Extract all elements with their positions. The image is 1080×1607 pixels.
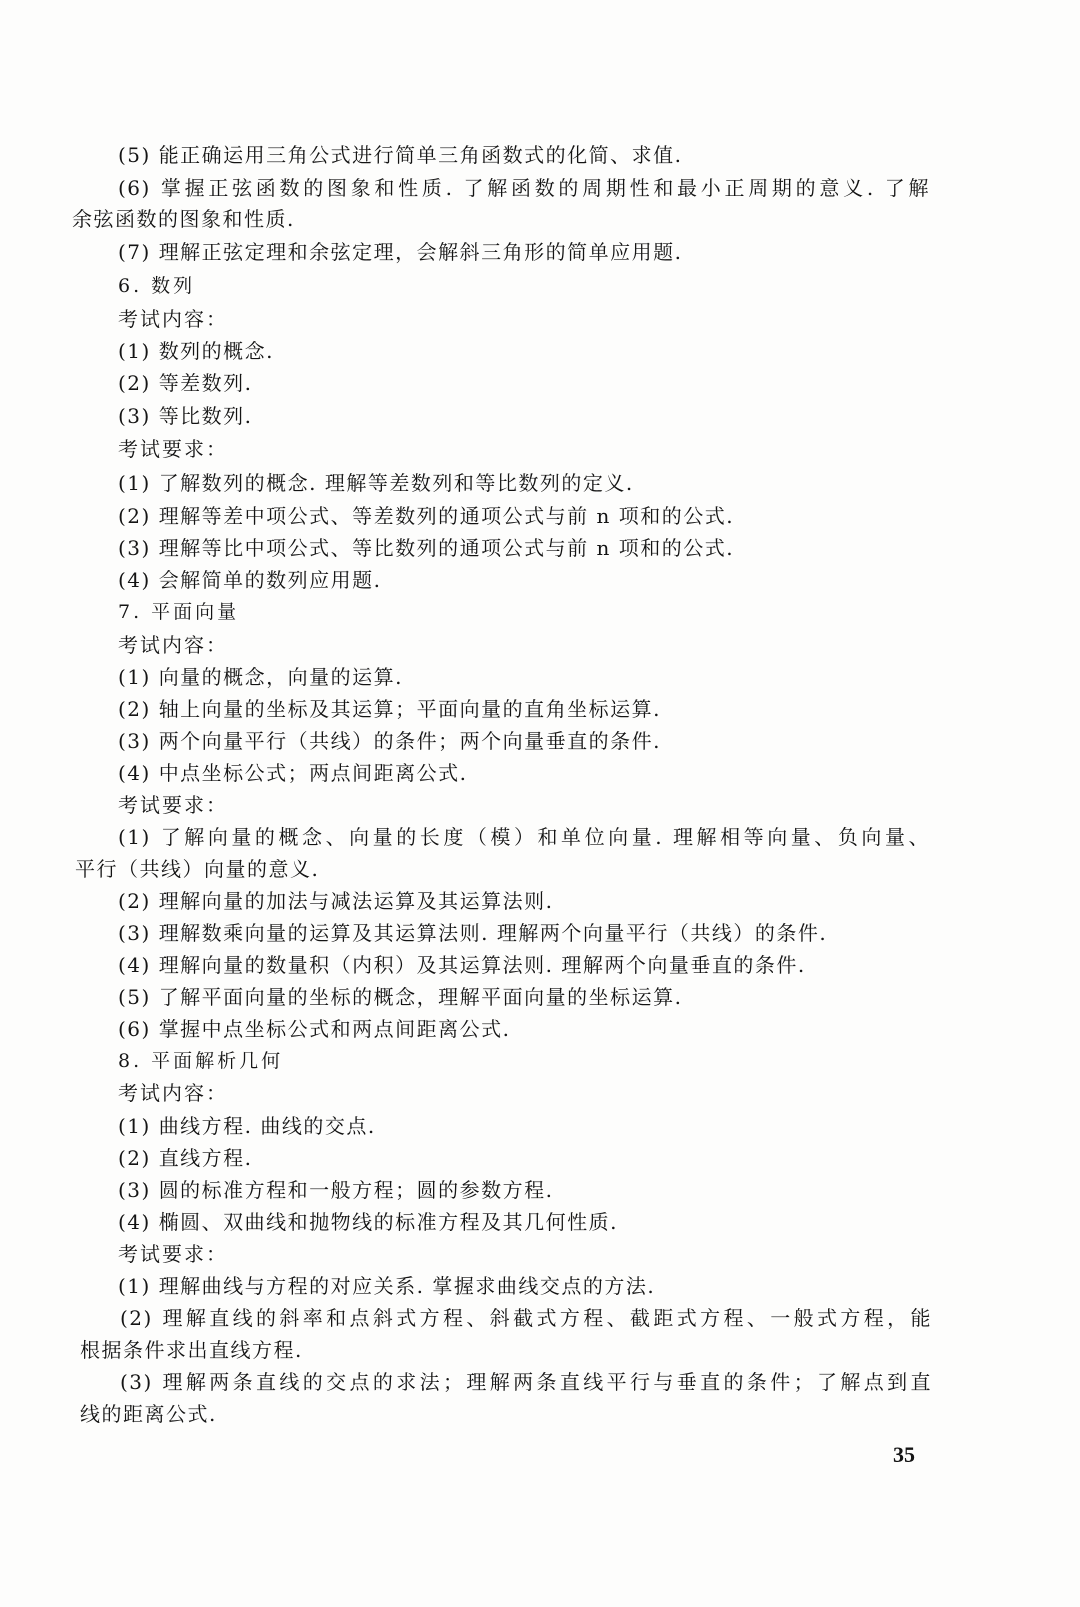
list-item: (6) 掌握中点坐标公式和两点间距离公式. bbox=[118, 1017, 511, 1041]
requirements-label: 考试要求： bbox=[118, 1242, 228, 1266]
list-item: (5) 能正确运用三角公式进行简单三角函数式的化简、求值. bbox=[118, 143, 683, 167]
list-item-continuation: 根据条件求出直线方程. bbox=[80, 1338, 303, 1362]
list-item: (2) 轴上向量的坐标及其运算；平面向量的直角坐标运算. bbox=[118, 697, 662, 721]
section-heading: 6. 数列 bbox=[118, 275, 196, 297]
page-number: 35 bbox=[893, 1442, 915, 1467]
requirements-label: 考试要求： bbox=[118, 793, 228, 817]
content-label: 考试内容： bbox=[118, 633, 228, 657]
list-item: (7) 理解正弦定理和余弦定理，会解斜三角形的简单应用题. bbox=[118, 240, 683, 264]
list-item: (1) 了解数列的概念. 理解等差数列和等比数列的定义. bbox=[118, 471, 634, 495]
list-item-continuation: 平行（共线）向量的意义. bbox=[75, 857, 320, 881]
list-item-continuation: 线的距离公式. bbox=[80, 1402, 217, 1426]
content-label: 考试内容： bbox=[118, 1081, 228, 1105]
list-item: (4) 椭圆、双曲线和抛物线的标准方程及其几何性质. bbox=[118, 1210, 619, 1234]
list-item: (1) 数列的概念. bbox=[118, 339, 275, 363]
list-item: (3) 等比数列. bbox=[118, 404, 253, 428]
list-item: (1) 向量的概念，向量的运算. bbox=[118, 665, 404, 689]
list-item: (5) 了解平面向量的坐标的概念，理解平面向量的坐标运算. bbox=[118, 985, 683, 1009]
list-item: (2) 理解向量的加法与减法运算及其运算法则. bbox=[118, 889, 554, 913]
list-item: (3) 两个向量平行（共线）的条件；两个向量垂直的条件. bbox=[118, 729, 662, 753]
list-item: (6) 掌握正弦函数的图象和性质. 了解函数的周期性和最小正周期的意义. 了解 bbox=[118, 176, 930, 200]
requirements-label: 考试要求： bbox=[118, 437, 228, 461]
list-item: (3) 理解等比中项公式、等比数列的通项公式与前 n 项和的公式. bbox=[118, 536, 735, 560]
list-item: (2) 直线方程. bbox=[118, 1146, 253, 1170]
list-item: (2) 等差数列. bbox=[118, 371, 253, 395]
list-item: (1) 了解向量的概念、向量的长度（模）和单位向量. 理解相等向量、负向量、 bbox=[118, 825, 930, 849]
content-label: 考试内容： bbox=[118, 307, 228, 331]
list-item: (4) 中点坐标公式；两点间距离公式. bbox=[118, 761, 468, 785]
list-item: (1) 曲线方程. 曲线的交点. bbox=[118, 1114, 376, 1138]
list-item-continuation: 余弦函数的图象和性质. bbox=[72, 207, 295, 231]
list-item: (3) 理解数乘向量的运算及其运算法则. 理解两个向量平行（共线）的条件. bbox=[118, 921, 828, 945]
list-item: (2) 理解等差中项公式、等差数列的通项公式与前 n 项和的公式. bbox=[118, 504, 735, 528]
list-item: (4) 会解简单的数列应用题. bbox=[118, 568, 382, 592]
list-item: (2) 理解直线的斜率和点斜式方程、斜截式方程、截距式方程、一般式方程，能 bbox=[120, 1306, 932, 1330]
list-item: (4) 理解向量的数量积（内积）及其运算法则. 理解两个向量垂直的条件. bbox=[118, 953, 806, 977]
section-heading: 7. 平面向量 bbox=[118, 601, 240, 623]
list-item: (3) 理解两条直线的交点的求法；理解两条直线平行与垂直的条件；了解点到直 bbox=[120, 1370, 932, 1394]
list-item: (3) 圆的标准方程和一般方程；圆的参数方程. bbox=[118, 1178, 554, 1202]
list-item: (1) 理解曲线与方程的对应关系. 掌握求曲线交点的方法. bbox=[118, 1274, 656, 1298]
section-heading: 8. 平面解析几何 bbox=[118, 1050, 284, 1072]
